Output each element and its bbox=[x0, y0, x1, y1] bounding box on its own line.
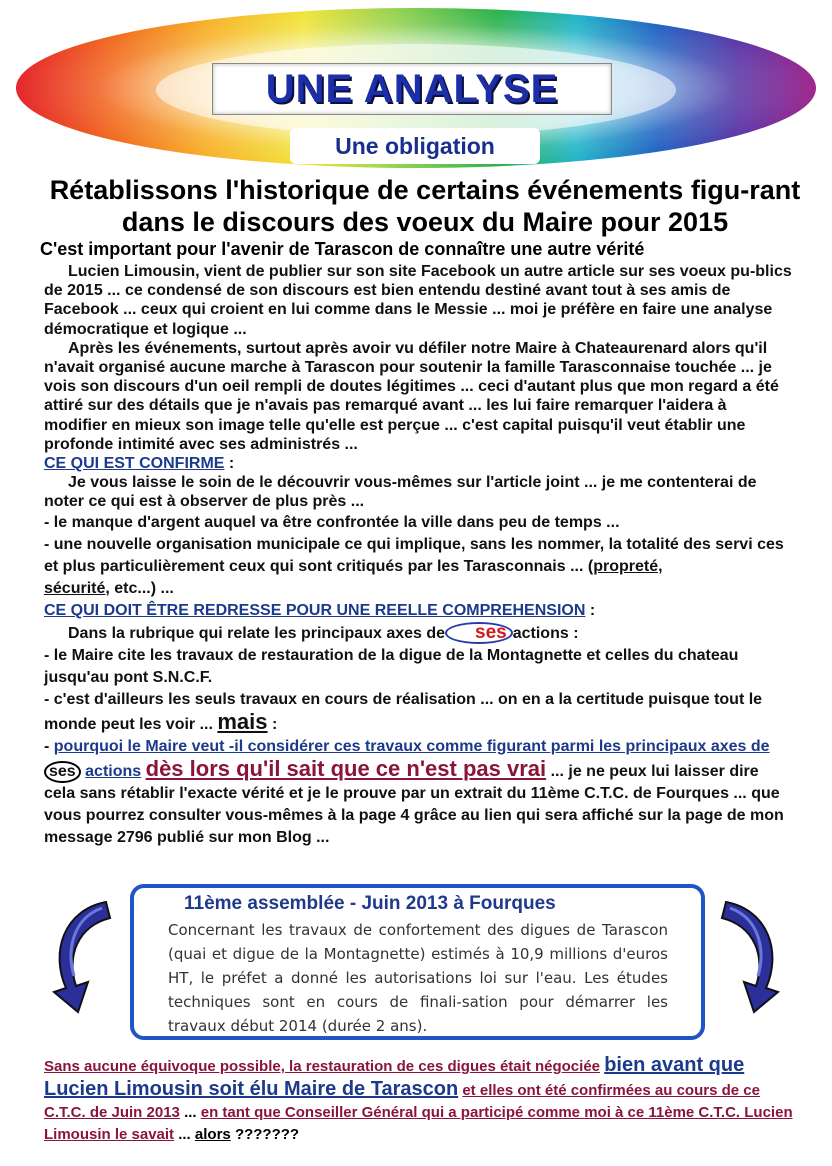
section-heading-confirmed bbox=[44, 454, 794, 473]
headline: Rétablissons l'historique de certains événements figu-rant dans le discours des voeux du Maire pour 2015 bbox=[49, 175, 801, 237]
rubric-text: Dans la rubrique qui relate les principaux axes de bbox=[68, 624, 446, 642]
propreté-text: propreté, bbox=[593, 557, 663, 575]
ses-circled: ses bbox=[445, 622, 513, 644]
only-works-text: - c'est d'ailleurs les seuls travaux en cours de réalisation ... on en a la certitude puisque tout le monde peut les voir ... bbox=[44, 690, 763, 733]
list-item-organisation bbox=[44, 534, 794, 600]
actions-link-text: actions bbox=[85, 762, 142, 780]
curved-arrow-right-icon bbox=[712, 896, 788, 1016]
conclusion-part-a: Sans aucune équivoque possible, la restauration de ces digues était négociée bbox=[44, 1058, 601, 1075]
curved-arrow-left-icon bbox=[44, 896, 120, 1016]
list-item-only-works bbox=[44, 689, 794, 736]
dash: - bbox=[44, 737, 54, 755]
paragraph-intro: Lucien Limousin, vient de publier sur son site Facebook un autre article sur ses voeux pu-blics de 2015 ... ce condensé de son discours est bien entendu destiné avant tout à ses amis de Facebook ... ceux qui croient en lui comme dans le Messie ... moi je préfère en faire une analyse démocratique et logique ... bbox=[44, 263, 792, 338]
list-item-works: - le Maire cite les travaux de restauration de la digue de la Montagnette et celles du chateau jusqu'au pont S.N.C.F. bbox=[44, 646, 739, 686]
banner-title: UNE ANALYSE bbox=[212, 63, 612, 115]
alors-text: alors bbox=[194, 1126, 231, 1143]
proof-text: ... je ne peux lui laisser dire cela sans rétablir l'exacte vérité et je le prouve par un extrait du 11ème C.T.C. de Fourques ... que vous pourrez consulter vous-mêmes à la page 4 grâce au lien qui sera affiché sur la page de mon message 2796 publié sur mon Blog ... bbox=[44, 762, 784, 846]
colon: : bbox=[228, 455, 235, 473]
conclusion-part-c: et elles ont été confirmées au cours de ce C.T.C. de Juin 2013 bbox=[44, 1082, 760, 1121]
quote-box bbox=[130, 884, 705, 1040]
colon: : bbox=[271, 715, 278, 733]
banner-subtitle: Une obligation bbox=[290, 128, 540, 164]
ellipsis: ... bbox=[178, 1126, 191, 1143]
question-text: pourquoi le Maire veut -il considérer ces travaux comme figurant parmi les principaux axes de bbox=[53, 737, 770, 755]
quote-box-text: Concernant les travaux de confortement des digues de Tarascon (quai et digue de la Montagnette) estimés à 10,9 millions d'euros HT, le préfet a donné les autorisations loi sur l'eau. Les études techniques sont en cours de finali-sation pour démarrer les travaux début 2014 (durée 2 ans). bbox=[168, 921, 668, 1035]
list-item-question bbox=[44, 736, 794, 849]
mais-text: mais bbox=[217, 708, 268, 734]
paragraph-events: Après les événements, surtout après avoir vu défiler notre Maire à Chateaurenard alors qu'il n'avait organisé aucune marche à Tarascon pour soutenir la famille Tarasconnaise touchée ... je vois son discours d'un oeil rempli de doutes légitimes ... ceci d'autant plus que mon regard a été attiré sur des détails que je n'avais pas remarqué avant ... les lui faire remarquer l'aidera à modifier en mieux son image telle qu'elle est perçue ... c'est capital puisqu'il veut établir une profonde intimité avec ses administrés ... bbox=[44, 339, 779, 453]
ellipsis: ... bbox=[184, 1104, 197, 1121]
not-true-text: dès lors qu'il sait que ce n'est pas vrai bbox=[145, 755, 547, 781]
list-item-organisation-text: - une nouvelle organisation municipale ce qui implique, sans les nommer, la totalité des servi ces et plus particulièrement ceux qui sont critiqués par les Tarasconnais ... ( bbox=[44, 535, 784, 575]
conclusion bbox=[44, 1054, 804, 1146]
section-heading-confirmed-text: CE QUI EST CONFIRME bbox=[44, 455, 225, 473]
section-heading-redress bbox=[44, 600, 794, 622]
lead-sentence: C'est important pour l'avenir de Tarascon de connaître une autre vérité bbox=[40, 239, 645, 259]
article-body bbox=[44, 262, 794, 849]
question-marks: ??????? bbox=[234, 1126, 300, 1143]
ses-circled-black: ses bbox=[44, 761, 81, 783]
paragraph-discover: Je vous laisse le soin de le découvrir vous-mêmes sur l'article joint ... je me contenterai de noter ce qui est à observer de plus près ... bbox=[44, 474, 757, 511]
paragraph-rubric bbox=[44, 622, 794, 645]
securite-text: sécurité bbox=[44, 579, 106, 597]
actions-text: actions : bbox=[512, 624, 579, 642]
quote-box-title: 11ème assemblée - Juin 2013 à Fourques bbox=[184, 893, 556, 914]
section-heading-redress-text: CE QUI DOIT ÊTRE REDRESSE POUR UNE REELLE COMPREHENSION bbox=[44, 601, 586, 619]
list-item-money: - le manque d'argent auquel va être confrontée la ville dans peu de temps ... bbox=[44, 513, 620, 531]
color-wheel-banner bbox=[0, 0, 832, 175]
colon: : bbox=[589, 601, 596, 619]
etc-text: , etc...) ... bbox=[105, 579, 174, 597]
conclusion-part-b: bien avant que Lucien Limousin soit élu Maire de Tarascon bbox=[44, 1054, 745, 1100]
conclusion-part-e: en tant que Conseiller Général qui a participé comme moi à ce 11ème C.T.C. Lucien Limousin le savait bbox=[44, 1104, 793, 1143]
